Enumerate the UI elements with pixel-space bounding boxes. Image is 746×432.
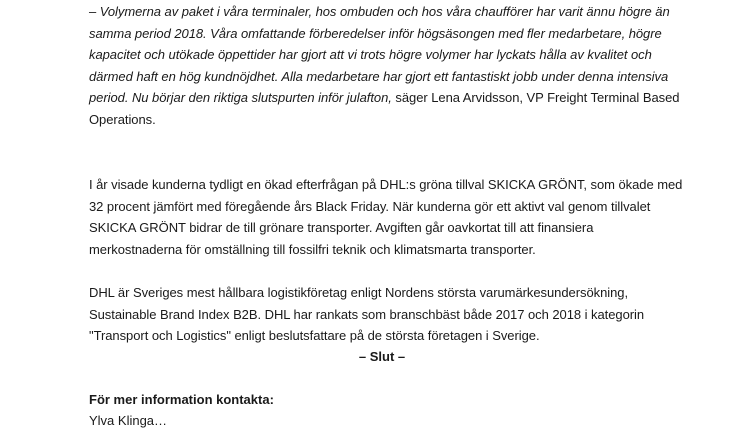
skicka-gront-paragraph <box>89 174 682 260</box>
quote-line-with-attribution <box>89 87 679 109</box>
paragraph-line: DHL är Sveriges mest hållbara logistikföretag enligt Nordens största varumärkesundersökning, <box>89 285 629 300</box>
quote-line: därmed haft en hög kundnöjdhet. Alla medarbetare har gjort ett fantastiskt jobb under denna intensiva <box>89 68 669 84</box>
quote-line: kapacitet och utökade öppettider har gjort att vi trots högre volymer har lyckats hålla av kvalitet och <box>89 47 652 63</box>
quote-line: samma period 2018. Våra omfattande förberedelser inför högsäsongen med fler medarbetare, högre <box>89 25 662 41</box>
quote-line: – Volymerna av paket i våra terminaler, hos ombuden och hos våra chaufförer har varit ännu högre än <box>89 4 670 19</box>
quote-attribution: säger Lena Arvidsson, VP Freight Terminal Based <box>391 90 680 106</box>
quote-paragraph <box>89 1 679 131</box>
paragraph-line: SKICKA GRÖNT bidrar de till grönare transporter. Avgiften går oavkortat till att finansiera <box>89 220 594 236</box>
end-marker: – Slut – <box>358 349 406 364</box>
quote-line-end: period. Nu börjar den riktiga slutspurten inför julafton, <box>89 90 392 106</box>
paragraph-line: "Transport och Logistics" enligt beslutsfattare på de största företagen i Sverige. <box>89 328 540 344</box>
paragraph-line: merkostnaderna för omställning till fossilfri teknik och klimatsmarta transporter. <box>89 241 536 257</box>
contact-heading: För mer information kontakta: <box>89 392 274 407</box>
sustainability-paragraph <box>89 282 644 347</box>
contact-name: Ylva Klinga… <box>89 413 168 428</box>
paragraph-line: Sustainable Brand Index B2B. DHL har rankats som branschbäst både 2017 och 2018 i kategorin <box>89 306 645 322</box>
paragraph-line: 32 procent jämfört med föregående års Black Friday. När kunderna gör ett aktivt val genom tillvalet <box>89 198 651 214</box>
quote-attribution-end: Operations. <box>89 111 156 127</box>
paragraph-line: I år visade kunderna tydligt en ökad efterfrågan på DHL:s gröna tillval SKICKA GRÖNT, som ökade med <box>89 177 683 192</box>
